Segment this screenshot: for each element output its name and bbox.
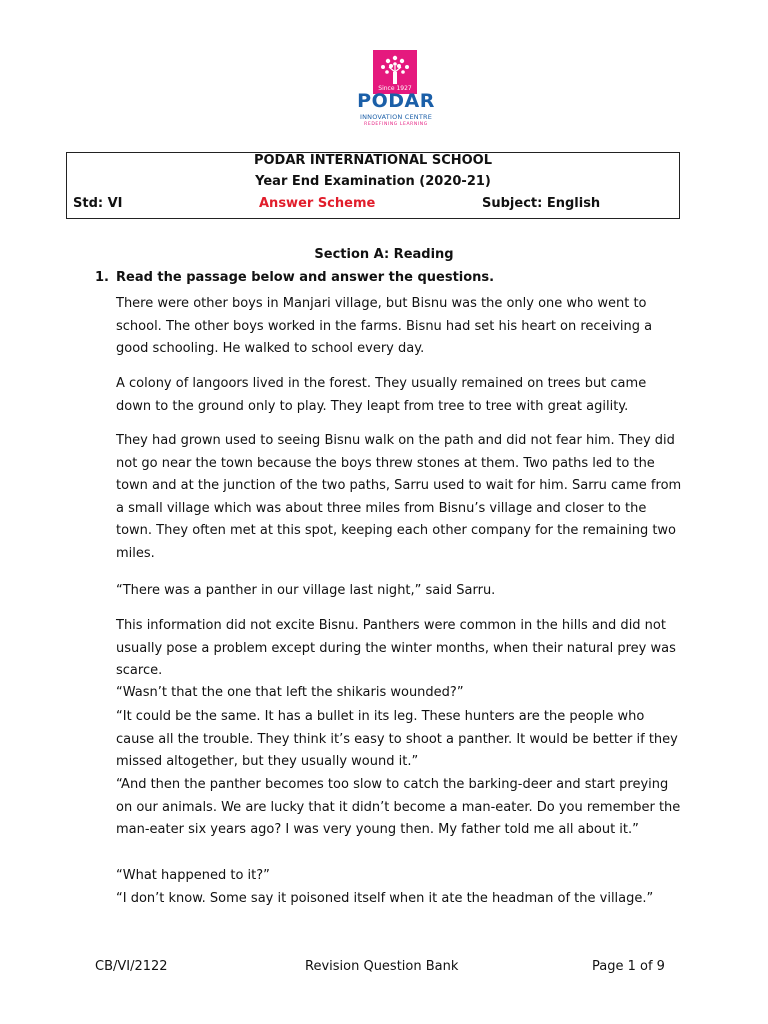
- dialogue-line: “What happened to it?”: [116, 868, 270, 883]
- question-text: Read the passage below and answer the questions.: [116, 270, 495, 285]
- dialogue-line: “And then the panther becomes too slow to catch the barking-deer and start preying on our animals. We are lucky that it didn’t become a man-eater. Do you remember the man-eater six years ago? I was very young then. My father told me all about it.”: [116, 777, 681, 837]
- logo-since: Since 1927: [378, 85, 412, 92]
- passage-paragraph: They had grown used to seeing Bisnu walk on the path and did not fear him. They did not go near the town because the boys threw stones at them. Two paths led to the town and at the junction of the two paths, Sarru used to wait for him. Sarru came from a small village which was about three miles from Bisnu’s village and closer to the town. They often met at this spot, keeping each other company for the remaining two miles.: [116, 433, 682, 561]
- page-number: Page 1 of 9: [592, 959, 665, 974]
- logo-name: PODAR: [357, 90, 435, 112]
- footer-title: Revision Question Bank: [305, 959, 459, 974]
- section-title: Section A: Reading: [314, 247, 454, 262]
- dialogue-line: “I don’t know. Some say it poisoned itself when it ate the headman of the village.”: [116, 891, 654, 906]
- question-number: 1.: [95, 270, 109, 285]
- dialogue-line: “Wasn’t that the one that left the shikaris wounded?”: [116, 685, 464, 700]
- dialogue-line: “It could be the same. It has a bullet in its leg. These hunters are the people who cause all the trouble. They think it’s easy to shoot a panther. It would be better if they missed altogether, but they usually wound it.”: [116, 709, 678, 769]
- logo-tagline: REDEFINING LEARNING: [364, 122, 428, 127]
- passage-paragraph: There were other boys in Manjari village, but Bisnu was the only one who went to school. The other boys worked in the farms. Bisnu had set his heart on receiving a good schooling. He walked to school every day.: [116, 296, 653, 356]
- passage-paragraph: This information did not excite Bisnu. Panthers were common in the hills and did not usually pose a problem except during the winter months, when their natural prey was scarce.: [116, 618, 676, 678]
- answer-scheme-label: Answer Scheme: [259, 196, 376, 211]
- school-logo: [346, 50, 446, 130]
- logo-subtitle: INNOVATION CENTRE: [359, 113, 433, 121]
- footer-code: CB/VI/2122: [95, 959, 168, 974]
- passage-paragraph: A colony of langoors lived in the forest. They usually remained on trees but came down to the ground only to play. They leapt from tree to tree with great agility.: [116, 376, 647, 414]
- exam-title: Year End Examination (2020-21): [255, 174, 491, 189]
- exam-header-box: [66, 152, 680, 219]
- logo-emblem: [373, 50, 417, 94]
- passage-paragraph: “There was a panther in our village last night,” said Sarru.: [116, 583, 496, 598]
- subject-label: Subject: English: [482, 196, 601, 211]
- school-name: PODAR INTERNATIONAL SCHOOL: [253, 153, 493, 168]
- standard-label: Std: VI: [73, 196, 123, 211]
